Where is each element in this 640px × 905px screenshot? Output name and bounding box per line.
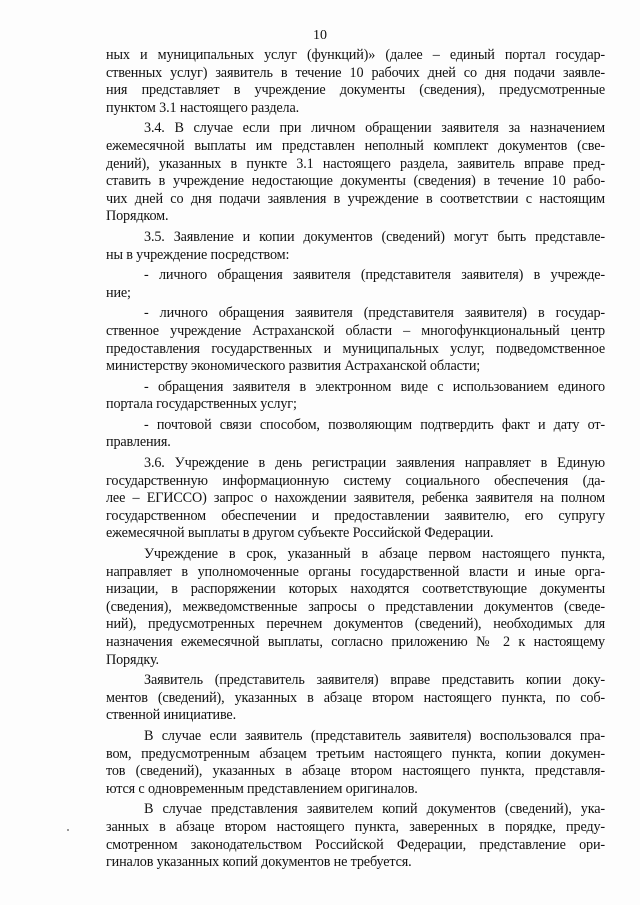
text-line: ственных услуг) заявитель в течение 10 рабочих дней со дня подачи заявле- <box>106 64 605 81</box>
text-line: 3.5. Заявление и копии документов (сведений) могут быть представле- <box>144 228 605 245</box>
text-line: ственной инициативе. <box>106 707 236 724</box>
paragraph <box>106 120 605 226</box>
list-item <box>106 417 605 452</box>
text-line: министерству экономического развития Астраханской области; <box>106 358 481 375</box>
text-line: ментов (сведений), указанных в абзаце втором настоящего пункта, по соб- <box>106 689 605 706</box>
paragraph <box>106 546 605 669</box>
text-line: Порядком. <box>106 208 169 225</box>
text-line: 3.6. Учреждение в день регистрации заявления направляет в Единую <box>144 455 605 472</box>
text-line: ных и муниципальных услуг (функций)» (далее – единый портал государ- <box>106 47 605 63</box>
text-line: направляет в уполномоченные органы государственной власти и иные орга- <box>106 563 605 580</box>
text-line: низации, в распоряжении которых находятся соответствующие документы <box>106 581 605 598</box>
text-line: дений), указанных в пункте 3.1 настоящего раздела, заявитель вправе пред- <box>106 155 605 172</box>
text-line: занных в абзаце втором настоящего пункта, заверенных в порядке, преду- <box>106 818 605 835</box>
text-line: лее – ЕГИССО) запрос о нахождении заявителя, ребенка заявителя на полном <box>106 490 605 507</box>
text-line: ются с одновременным представлением оригиналов. <box>106 780 418 797</box>
text-line: (сведения), межведомственные запросы о представлении документов (сведе- <box>106 598 605 615</box>
text-line: Заявитель (представитель заявителя) вправе представить копии доку- <box>144 672 605 689</box>
text-line: ны в учреждение посредством: <box>106 246 290 263</box>
text-line: ежемесячной выплаты им представлен неполный комплект документов (све- <box>106 137 605 154</box>
text-line: - обращения заявителя в электронном виде с использованием единого <box>144 378 605 395</box>
text-line: 3.4. В случае если при личном обращении заявителя за назначением <box>144 120 605 137</box>
list-item <box>106 379 605 414</box>
text-line: государственном обеспечении и предоставлении заявителю, его супругу <box>106 507 605 524</box>
list-item <box>106 305 605 375</box>
text-line: ния представляет в учреждение документы (сведения), предусмотренные <box>106 82 605 99</box>
text-line: тов (сведений), указанных в абзаце втором настоящего пункта, представля- <box>106 763 605 780</box>
text-line: ставить в учреждение недостающие документы (сведения) в течение 10 рабо- <box>106 173 605 190</box>
text-line: В случае если заявитель (представитель заявителя) воспользовался пра- <box>144 727 605 744</box>
list-item <box>106 267 605 302</box>
paragraph <box>106 229 605 264</box>
text-line: смотренном законодательством Российской Федерации, представление ори- <box>106 836 605 853</box>
text-line: ний), предусмотренных перечнем документов (сведений), необходимых для <box>106 616 605 633</box>
text-line: чих дней со дня подачи заявления в учреждение в соответствии с настоящим <box>106 190 605 207</box>
text-line: назначения ежемесячной выплаты, согласно приложению № 2 к настоящему <box>106 634 605 650</box>
paragraph <box>106 672 605 725</box>
paragraph <box>106 801 605 871</box>
text-line: пунктом 3.1 настоящего раздела. <box>106 99 300 116</box>
text-line: - личного обращения заявителя (представителя заявителя) в учрежде- <box>144 267 605 284</box>
text-line: Учреждение в срок, указанный в абзаце первом настоящего пункта, <box>144 546 605 563</box>
paragraph <box>106 455 605 543</box>
text-line: государственную информационную систему социального обеспечения (да- <box>106 472 605 489</box>
text-line: ние; <box>106 284 131 301</box>
text-line: вом, предусмотренным абзацем третьим настоящего пункта, копии докумен- <box>106 745 605 762</box>
scan-speck <box>67 829 69 831</box>
text-line: - личного обращения заявителя (представителя заявителя) в государ- <box>144 305 605 322</box>
text-line: В случае представления заявителем копий документов (сведений), ука- <box>144 801 605 818</box>
text-line: правления. <box>106 434 171 451</box>
text-line: Порядку. <box>106 651 159 668</box>
text-line: - почтовой связи способом, позволяющим подтвердить факт и дату от- <box>144 416 605 433</box>
text-line: ежемесячной выплаты в другом субъекте Российской Федерации. <box>106 525 494 542</box>
text-line: ственное учреждение Астраханской области – многофункциональный центр <box>106 322 605 339</box>
paragraph <box>106 728 605 798</box>
text-line: гиналов указанных копий документов не требуется. <box>106 854 412 871</box>
paragraph <box>106 47 605 117</box>
text-line: предоставления государственных и муниципальных услуг, подведомственное <box>106 340 605 357</box>
page-number: 10 <box>313 28 327 43</box>
text-line: портала государственных услуг; <box>106 396 297 413</box>
document-body <box>106 47 605 872</box>
